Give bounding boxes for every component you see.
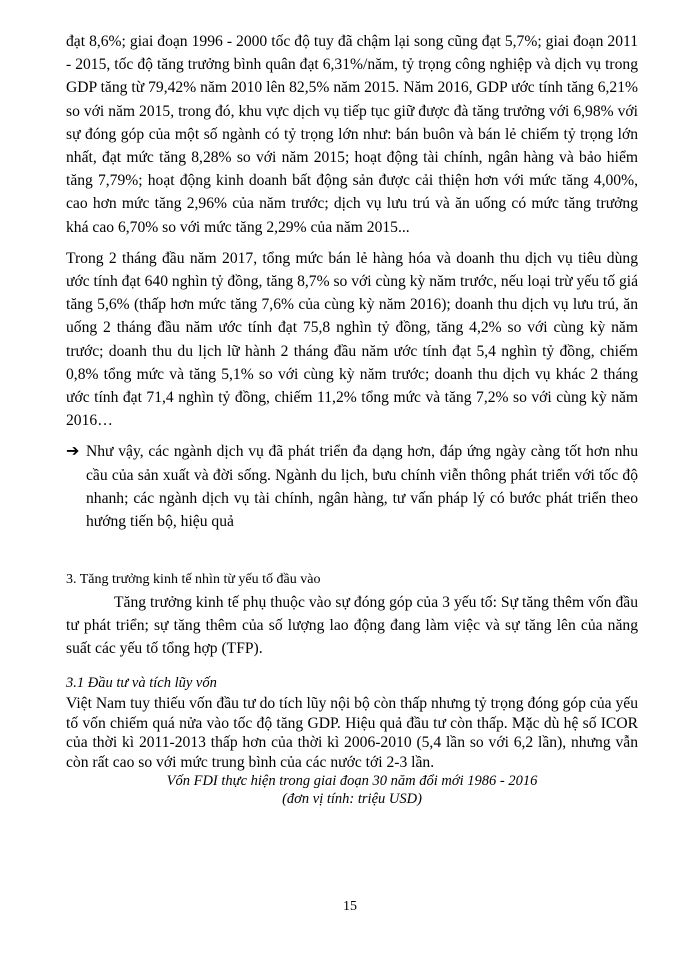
figure-caption-unit: (đơn vị tính: triệu USD): [282, 791, 422, 808]
figure-caption-title: Vốn FDI thực hiện trong giai đoạn 30 năm đổi mới 1986 - 2016: [166, 773, 538, 790]
section-3-paragraph: Tăng trưởng kinh tế phụ thuộc vào sự đóng góp của 3 yếu tố: Sự tăng thêm vốn đầu tư phát triển; sự tăng thêm của số lượng lao động đang làm việc và sự tăng lên của năng suất các yếu tố tổng hợp (TFP).: [66, 594, 638, 658]
paragraph-retail-2017: Trong 2 tháng đầu năm 2017, tổng mức bán lẻ hàng hóa và doanh thu dịch vụ tiêu dùng ước tính đạt 640 nghìn tỷ đồng, tăng 8,7% so với cùng kỳ năm trước, nếu loại trừ yếu tố giá tăng 5,6% (thấp hơn mức tăng 7,6% của cùng kỳ năm 2016); doanh thu dịch vụ lưu trú, ăn uống 2 tháng đầu năm ước tính đạt 75,8 nghìn tỷ đồng, tăng 4,2% so với cùng kỳ năm trước; doanh thu du lịch lữ hành 2 tháng đầu năm ước tính đạt 5,4 nghìn tỷ đồng, chiếm 0,8% tổng mức và tăng 5,1% so với cùng kỳ năm trước; doanh thu dịch vụ khác 2 tháng ước tính đạt 71,4 nghìn tỷ đồng, chiếm 11,2% tổng mức và tăng 7,2% so với cùng kỳ năm 2016…: [66, 249, 638, 430]
section-heading-3: 3. Tăng trưởng kinh tế nhìn từ yếu tố đầu vào: [66, 572, 321, 588]
document-page: [66, 30, 638, 808]
subsection-3-1-paragraph: Việt Nam tuy thiếu vốn đầu tư do tích lũy nội bộ còn thấp nhưng tỷ trọng đóng góp của yếu tố vốn chiếm quá nửa vào tốc độ tăng GDP. Hiệu quả đầu tư còn thấp. Mặc dù hệ số ICOR của thời kì 2011-2013 thấp hơn của thời kì 2006-2010 (5,4 lần so với 6,2 lần), nhưng vẫn còn rất cao so với mức trung bình của các nước tới 2-3 lần.: [66, 695, 638, 771]
arrow-right-icon: ➔: [66, 441, 80, 461]
subsection-heading-3-1: 3.1 Đầu tư và tích lũy vốn: [66, 675, 217, 692]
conclusion-text: Như vậy, các ngành dịch vụ đã phát triển đa dạng hơn, đáp ứng ngày càng tốt hơn nhu cầu của sản xuất và đời sống. Ngành du lịch, bưu chính viễn thông phát triển với tốc độ nhanh; các ngành dịch vụ tài chính, ngân hàng, tư vấn pháp lý có bước phát triển theo hướng tiến bộ, hiệu quả: [86, 443, 638, 531]
page-number: 15: [343, 899, 357, 914]
conclusion-bullet: [66, 440, 638, 533]
paragraph-economic-growth: đạt 8,6%; giai đoạn 1996 - 2000 tốc độ tuy đã chậm lại song cũng đạt 5,7%; giai đoạn 2011 - 2015, tốc độ tăng trưởng bình quân đạt 6,31%/năm, tỷ trọng công nghiệp và dịch vụ trong GDP tăng từ 79,42% năm 2010 lên 82,5% năm 2015. Năm 2016, GDP ước tính tăng 6,21% so với năm 2015, trong đó, khu vực dịch vụ tiếp tục giữ được đà tăng trưởng với 6,98% với sự đóng góp của một số ngành có tỷ trọng lớn như: bán buôn và bán lẻ chiếm tỷ trọng lớn nhất, đạt mức tăng 8,28% so với năm 2015; hoạt động tài chính, ngân hàng và bảo hiểm tăng 7,79%; hoạt động kinh doanh bất động sản được cải thiện hơn với mức tăng 4,00%, cao hơn mức tăng 2,96% của năm trước; dịch vụ lưu trú và ăn uống có mức tăng trưởng khá cao 6,70% so với mức tăng 2,29% của năm 2015...: [66, 33, 638, 236]
